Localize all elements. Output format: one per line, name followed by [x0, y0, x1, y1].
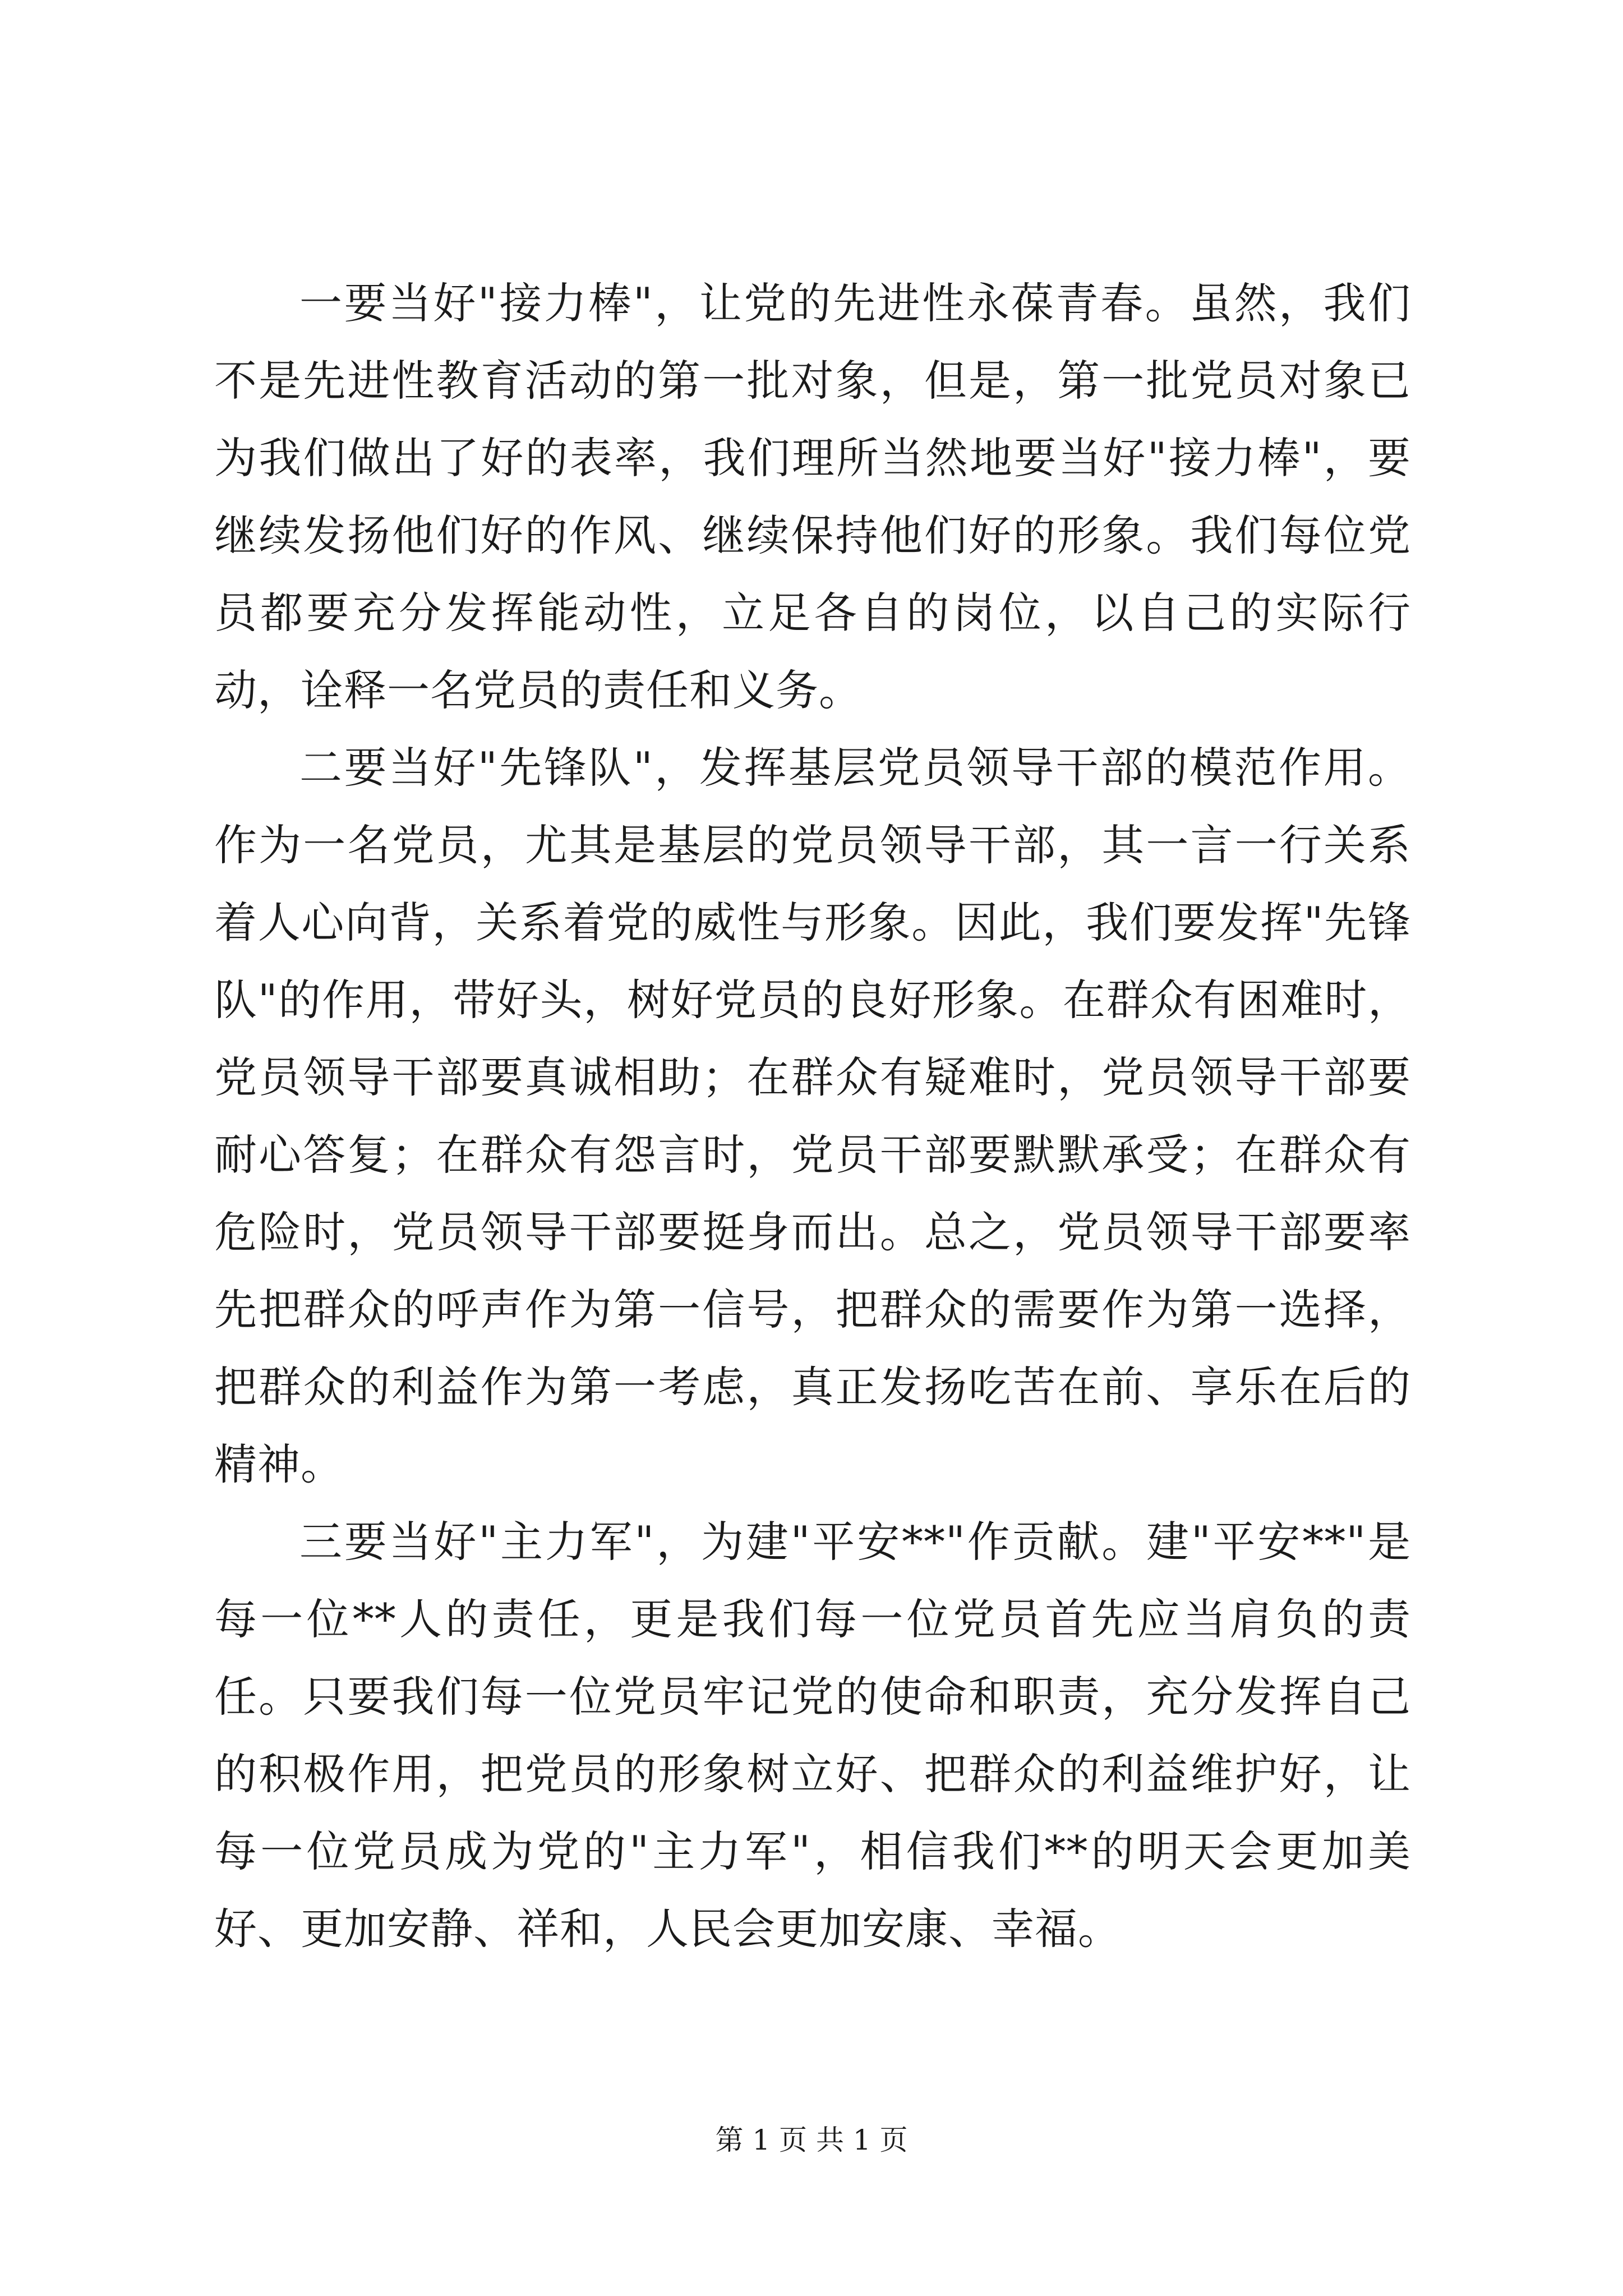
- document-body: [214, 265, 1411, 1968]
- paragraph-1: 一要当好"接力棒"，让党的先进性永葆青春。虽然，我们不是先进性教育活动的第一批对象，但是，第一批党员对象已为我们做出了好的表率，我们理所当然地要当好"接力棒"，要继续发扬他们好的作风、继续保持他们好的形象。我们每位党员都要充分发挥能动性，立足各自的岗位，以自己的实际行动，诠释一名党员的责任和义务。: [214, 278, 1411, 715]
- page-footer: 第 1 页 共 1 页: [715, 2124, 908, 2156]
- paragraph-2: 二要当好"先锋队"，发挥基层党员领导干部的模范作用。作为一名党员，尤其是基层的党员领导干部，其一言一行关系着人心向背，关系着党的威性与形象。因此，我们要发挥"先锋队"的作用，带好头，树好党员的良好形象。在群众有困难时，党员领导干部要真诚相助；在群众有疑难时，党员领导干部要耐心答复；在群众有怨言时，党员干部要默默承受；在群众有危险时，党员领导干部要挺身而出。总之，党员领导干部要率先把群众的呼声作为第一信号，把群众的需要作为第一选择，把群众的利益作为第一考虑，真正发扬吃苦在前、享乐在后的精神。: [214, 743, 1411, 1489]
- paragraph-3: 三要当好"主力军"，为建"平安**"作贡献。建"平安**"是每一位**人的责任，更是我们每一位党员首先应当肩负的责任。只要我们每一位党员牢记党的使命和职责，充分发挥自己的积极作用，把党员的形象树立好、把群众的利益维护好，让每一位党员成为党的"主力军"，相信我们**的明天会更加美好、更加安静、祥和，人民会更加安康、幸福。: [214, 1517, 1411, 1954]
